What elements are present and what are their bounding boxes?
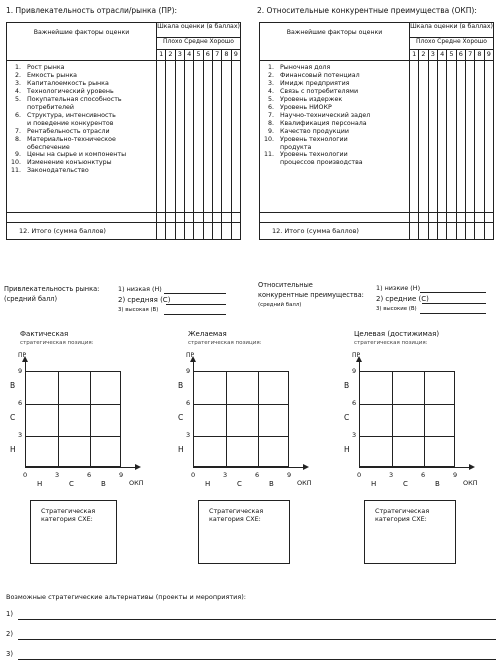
factor-text: Покупательная способность [27,95,122,103]
factor-number: 5. [267,95,274,103]
factor-item [11,159,152,167]
factor-text: Изменение конъюнктуры [27,159,112,167]
factor-text: Уровень технологии [280,151,348,159]
factor-number [11,104,27,112]
section2-factor-list-cell [260,61,410,213]
position-subtitle: стратегическая позиция: [188,340,262,346]
matrix-divider [360,404,454,405]
x-tick: 6 [421,471,426,479]
factor-text: Емкость рынка [27,71,77,79]
matrix-divider [58,372,59,466]
y-axis-label: ПР [18,352,27,359]
x-axis-arrow [135,464,141,470]
y-letter: С [344,413,350,422]
score-cell[interactable] [447,61,456,213]
y-tick: 6 [18,399,23,407]
level-mid-line[interactable] [166,304,226,305]
level-high-line[interactable] [164,314,226,315]
factor-number: 1. [267,64,274,71]
level-low: 1) низкая (Н) [118,285,162,293]
factor-number: 5. [14,95,21,103]
factor-text: Законодательство [27,167,89,175]
factor-item [264,128,405,136]
y-tick: 3 [186,431,191,439]
matrix-divider [392,372,393,466]
y-letter: Н [10,445,16,454]
factor-item [264,96,405,104]
factor-number: 11. [11,167,22,175]
factor-item [11,72,152,80]
y-tick: 9 [18,367,23,375]
section1-title: 1. Привлекательность отрасли/рынка (ПР): [6,6,178,15]
section2-header-scale: Шкала оценки (в баллах) [410,23,494,38]
assess-right-line1: Относительные [258,281,313,289]
section1-total: 12. Итого (сумма баллов) [7,223,157,240]
factor-text: Уровень издержек [280,95,343,103]
matrix-divider [26,404,120,405]
score-cell[interactable] [212,61,221,213]
scale-number: 3 [175,50,184,61]
strategic-category-box[interactable] [198,500,290,564]
x-axis [193,467,305,468]
spacer-cell [7,213,157,223]
strategic-category-box[interactable] [30,500,117,564]
matrix-divider [226,372,227,466]
x-tick: 9 [453,471,458,479]
score-cell[interactable] [184,61,193,213]
factor-number: 3. [267,79,274,87]
x-axis [25,467,137,468]
score-cell[interactable] [437,61,446,213]
section2-header-sub: Плохо Средне Хорошо [410,38,494,50]
factor-number [11,144,27,152]
scale-number: 6 [203,50,212,61]
factor-text: Цены на сырье и компоненты [27,151,127,159]
position-title: Целевая (достижимая) [354,330,440,338]
strategy-line[interactable] [18,619,496,620]
factor-number: 11. [264,151,275,159]
scale-number: 9 [484,50,493,61]
score-cell[interactable] [203,61,212,213]
factor-item [11,151,152,159]
factor-number: 2. [14,71,21,79]
x-letter: В [435,480,440,488]
strategic-category-box[interactable] [364,500,456,564]
category-label-line2: категория СХЕ: [375,515,427,523]
factor-number: 1. [14,64,21,71]
total-score-cell[interactable] [410,223,419,240]
x-tick: 0 [23,471,28,479]
factor-text: Квалификация персонала [280,119,367,127]
x-letter: С [237,480,242,488]
factor-text: Связь с потребителями [280,87,359,95]
factor-number: 6. [267,103,274,111]
scale-number: 9 [231,50,240,61]
y-letter: Н [344,445,350,454]
factor-text: Научно-технический задел [280,111,371,119]
position-subtitle: стратегическая позиция: [354,340,428,346]
x-letter: Н [37,480,43,488]
x-letter: В [269,480,274,488]
factor-text: Качество продукции [280,127,349,135]
factor-item [11,104,152,112]
section2-title: 2. Относительные конкурентные преимущества (ОКП): [257,6,477,15]
scale-number: 4 [437,50,446,61]
x-tick: 3 [55,471,60,479]
factor-text: Технологический уровень [27,87,114,95]
factor-item [11,144,152,152]
factor-text: и поведение конкурентов [27,119,114,127]
score-cell[interactable] [194,61,203,213]
matrix-divider [26,436,120,437]
section2-total: 12. Итого (сумма баллов) [260,223,410,240]
factor-number: 4. [267,87,274,95]
x-letter: Н [371,480,377,488]
section2-factor-list [260,61,409,167]
section2-header-factor: Важнейшие факторы оценки [260,23,410,61]
x-tick: 0 [357,471,362,479]
factor-number [264,159,280,167]
y-axis-label: ПР [352,352,361,359]
x-axis-label: ОКП [463,479,478,487]
score-cell[interactable] [231,61,240,213]
x-letter: С [69,480,74,488]
factor-item [264,64,405,72]
matrix-divider [194,404,288,405]
matrix-divider [424,372,425,466]
score-cell[interactable] [475,61,484,213]
scale-number: 7 [212,50,221,61]
factor-item [11,136,152,144]
x-tick: 0 [191,471,196,479]
score-cell[interactable] [465,61,474,213]
x-axis-arrow [303,464,309,470]
factor-item [264,136,405,144]
factor-item [11,64,152,72]
y-letter: В [178,381,184,390]
market-attractiveness-label [4,284,99,304]
category-label-line1: Стратегическая [375,507,430,515]
assess-left-line1: Привлекательность рынка: [4,285,100,293]
category-label-line2: категория СХЕ: [41,515,93,523]
factor-text: Рост рынка [27,64,65,71]
factor-text: Рыночная доля [280,64,331,71]
x-letter: Н [205,480,211,488]
x-letter: В [101,480,106,488]
x-tick: 3 [223,471,228,479]
y-tick: 9 [352,367,357,375]
scale-number: 1 [157,50,166,61]
factor-item [11,167,152,175]
level-mid: 2) средние (С) [376,295,429,303]
matrix-divider [360,436,454,437]
matrix-divider [194,436,288,437]
strategy-line[interactable] [18,639,496,640]
level-mid: 2) средняя (С) [118,296,171,304]
factor-item [264,120,405,128]
position-title: Желаемая [188,330,227,338]
scale-number: 8 [222,50,231,61]
position-matrix[interactable] [193,371,289,467]
scale-number: 7 [465,50,474,61]
y-tick: 6 [352,399,357,407]
x-tick: 3 [389,471,394,479]
position-matrix[interactable] [25,371,121,467]
spacer-cell [260,213,410,223]
level-low-line[interactable] [164,293,226,294]
level-high-line[interactable] [420,313,486,314]
section1-header-factor: Важнейшие факторы оценки [7,23,157,61]
matrix-divider [258,372,259,466]
x-axis-label: ОКП [129,479,144,487]
level-low: 1) низкие (Н) [376,284,421,292]
factor-number [11,120,27,128]
factor-item [11,96,152,104]
section1-table [6,22,241,240]
scale-number: 3 [428,50,437,61]
section1-header-scale: Шкала оценки (в баллах) [157,23,241,38]
y-tick: 3 [18,431,23,439]
level-mid-line[interactable] [422,303,486,304]
x-axis [359,467,471,468]
scale-number: 4 [184,50,193,61]
y-letter: В [344,381,350,390]
score-cell[interactable] [157,61,166,213]
factor-number [264,144,280,152]
factor-text: Рентабельность отрасли [27,127,110,135]
factor-number: 4. [14,87,21,95]
factor-item [264,112,405,120]
factor-number: 7. [14,127,21,135]
factor-item [264,88,405,96]
y-tick: 9 [186,367,191,375]
x-letter: С [403,480,408,488]
y-letter: Н [178,445,184,454]
factor-text: Финансовый потенциал [280,71,360,79]
position-subtitle: стратегическая позиция: [20,340,94,346]
score-cell[interactable] [410,61,419,213]
factor-text: Имидж предприятия [280,79,350,87]
factor-item [264,159,405,167]
score-cell[interactable] [484,61,493,213]
x-tick: 9 [119,471,124,479]
x-axis-arrow [469,464,475,470]
position-matrix[interactable] [359,371,455,467]
factor-text: потребителей [27,103,75,111]
y-letter: С [178,413,184,422]
factor-number: 10. [11,159,22,167]
scale-number: 5 [194,50,203,61]
y-axis-label: ПР [186,352,195,359]
score-cell[interactable] [222,61,231,213]
factor-number: 6. [14,111,21,119]
x-tick: 9 [287,471,292,479]
category-label-line1: Стратегическая [209,507,264,515]
scale-number: 2 [166,50,175,61]
factor-item [264,104,405,112]
factor-item [264,151,405,159]
factor-number: 7. [267,111,274,119]
score-cell[interactable] [419,61,428,213]
factor-item [264,72,405,80]
factor-text: Уровень технологии [280,135,348,143]
y-letter: В [10,381,16,390]
scale-number: 2 [419,50,428,61]
score-cell[interactable] [428,61,437,213]
factor-number: 8. [14,135,21,143]
factor-number: 2. [267,71,274,79]
factor-item [264,80,405,88]
y-tick: 3 [352,431,357,439]
assess-right-line2: конкурентные преимущества: [258,291,364,299]
factor-item [11,112,152,120]
factor-item [264,144,405,152]
scale-number: 1 [410,50,419,61]
y-letter: С [10,413,16,422]
assess-right-line3: (средний балл) [258,302,302,308]
x-tick: 6 [255,471,260,479]
assess-left-line2: (средний балл) [4,295,58,303]
strategy-line[interactable] [18,659,496,660]
factor-text: продукта [280,143,312,151]
strategy-number: 3) [6,650,13,658]
total-score-cell[interactable] [157,223,166,240]
y-tick: 6 [186,399,191,407]
score-cell[interactable] [166,61,175,213]
strategy-number: 2) [6,630,13,638]
factor-number: 9. [267,127,274,135]
competitive-advantage-label [258,280,364,310]
x-tick: 6 [87,471,92,479]
level-high: 3) высокая (В) [118,307,159,313]
factor-number: 9. [14,151,21,159]
strategy-number: 1) [6,610,13,618]
factor-text: процессов производства [280,159,363,167]
level-low-line[interactable] [420,292,486,293]
section1-header-sub: Плохо Средне Хорошо [157,38,241,50]
x-axis-label: ОКП [297,479,312,487]
factor-number: 3. [14,79,21,87]
factor-number: 10. [264,135,275,143]
level-high: 3) высокие (В) [376,306,417,312]
score-cell[interactable] [456,61,465,213]
strategies-label: Возможные стратегические альтернативы (проекты и мероприятия): [6,593,247,601]
matrix-divider [90,372,91,466]
position-title: Фактическая [20,330,69,338]
scale-number: 5 [447,50,456,61]
category-label-line2: категория СХЕ: [209,515,261,523]
scale-number: 6 [456,50,465,61]
factor-text: Уровень НИОКР [280,103,332,111]
factor-item [11,88,152,96]
scale-number: 8 [475,50,484,61]
factor-item [11,120,152,128]
factor-text: Материально-техническое [27,135,116,143]
factor-number: 8. [267,119,274,127]
section2-table [259,22,494,240]
factor-item [11,80,152,88]
section1-factor-list [7,61,156,175]
category-label-line1: Стратегическая [41,507,96,515]
score-cell[interactable] [175,61,184,213]
section1-factor-list-cell [7,61,157,213]
factor-item [11,128,152,136]
factor-text: Капиталоемкость рынка [27,79,109,87]
factor-text: Структура, интенсивность [27,111,116,119]
factor-text: обеспечение [27,143,70,151]
